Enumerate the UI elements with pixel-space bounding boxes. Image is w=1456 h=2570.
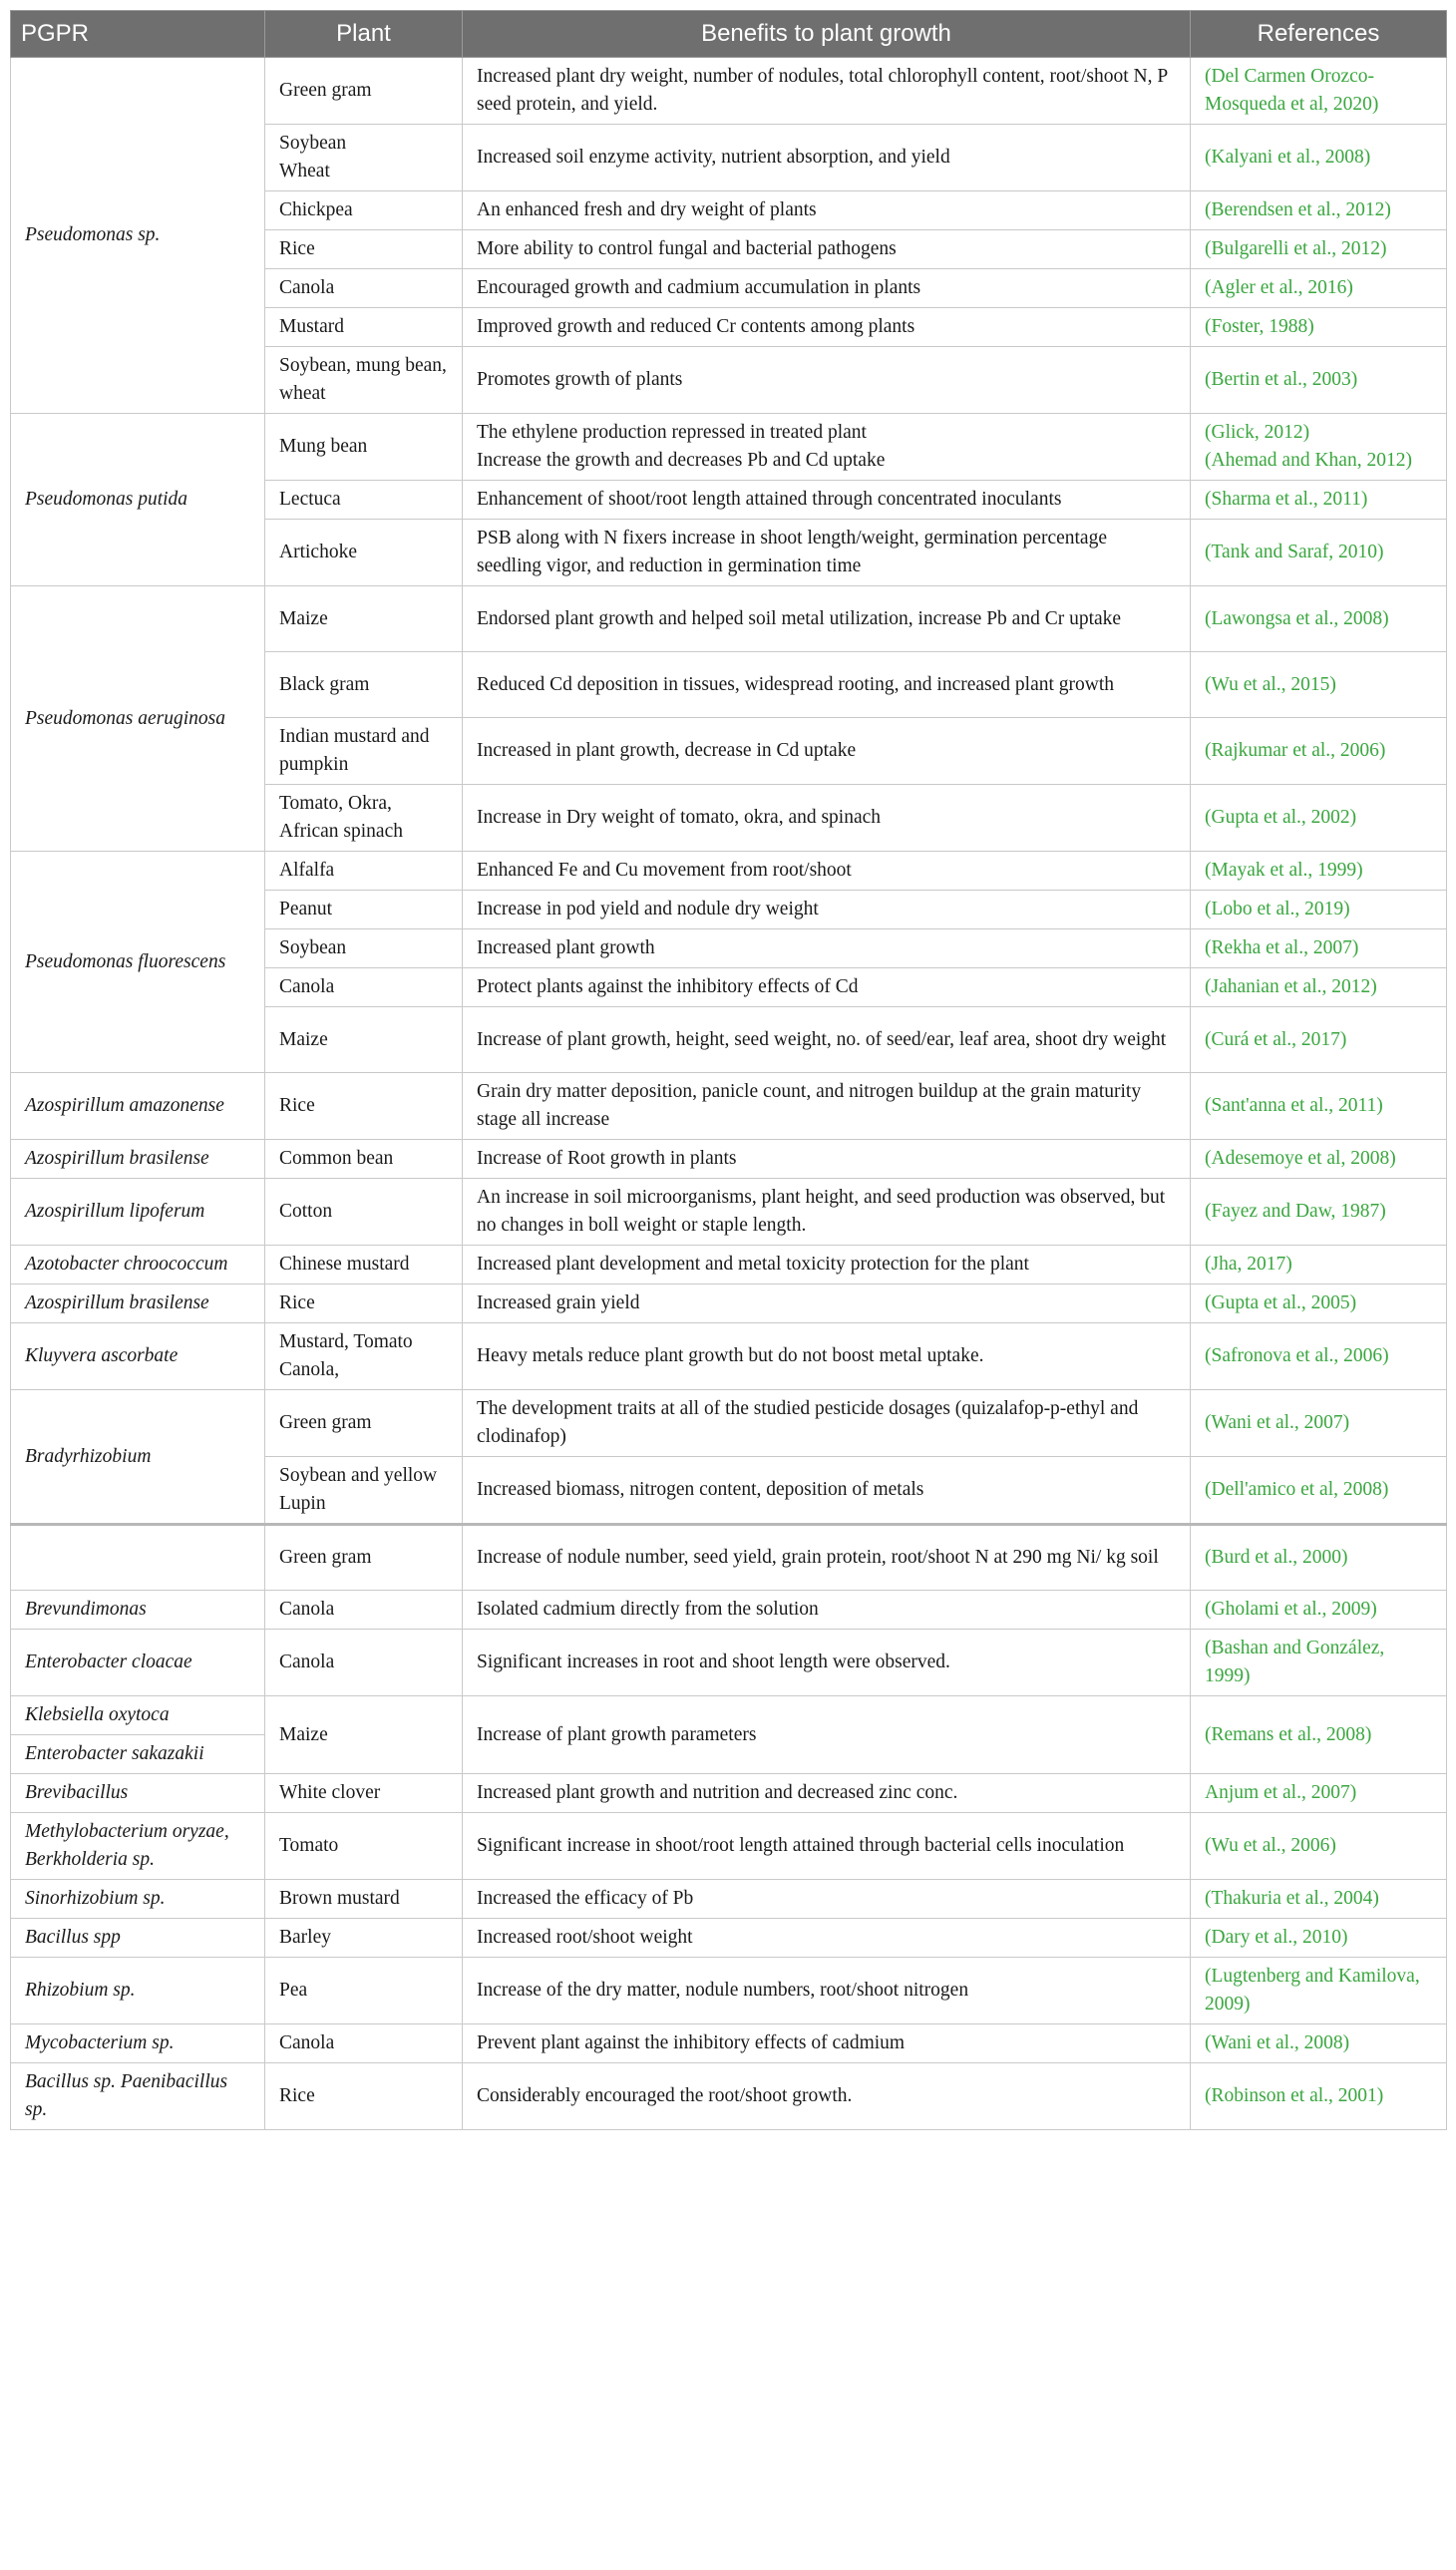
benefit-cell — [463, 520, 1191, 586]
header-references: References — [1191, 11, 1447, 58]
plant-cell — [265, 852, 463, 891]
plant-cell — [265, 652, 463, 718]
plant-cell — [265, 191, 463, 230]
benefit-cell-line: Encouraged growth and cadmium accumulation in plants — [477, 277, 921, 298]
table-row — [11, 1525, 1447, 1591]
plant-cell — [265, 1179, 463, 1246]
reference-cell-line: (Lobo et al., 2019) — [1205, 899, 1350, 919]
benefit-cell-line: Grain dry matter deposition, panicle count, and nitrogen buildup at the grain maturity stage all increase — [477, 1081, 1142, 1130]
pgpr-cell: Pseudomonas aeruginosa — [11, 586, 265, 852]
benefit-cell — [463, 1919, 1191, 1958]
reference-cell-line: (Agler et al., 2016) — [1205, 277, 1353, 298]
table-row — [11, 1285, 1447, 1323]
reference-cell-line: (Sharma et al., 2011) — [1205, 489, 1368, 510]
benefit-cell — [463, 1958, 1191, 2024]
reference-cell — [1191, 1140, 1447, 1179]
benefit-cell — [463, 891, 1191, 929]
reference-cell-line: (Remans et al., 2008) — [1205, 1723, 1372, 1745]
benefit-cell — [463, 718, 1191, 785]
benefit-cell — [463, 1880, 1191, 1919]
plant-cell-line: Cotton — [279, 1201, 333, 1222]
plant-cell-line: Soybean and yellow Lupin — [279, 1465, 438, 1514]
plant-cell-line: Wheat — [279, 161, 330, 182]
pgpr-cell: Rhizobium sp. — [11, 1958, 265, 2024]
plant-cell — [265, 414, 463, 481]
table-row — [11, 1813, 1447, 1880]
plant-cell-line: Pea — [279, 1980, 308, 2001]
benefit-cell — [463, 852, 1191, 891]
reference-cell — [1191, 1880, 1447, 1919]
plant-cell-line: Mustard, Tomato — [279, 1331, 413, 1352]
benefit-cell-line: Increase in Dry weight of tomato, okra, and spinach — [477, 807, 882, 828]
benefit-cell-line: Increased plant growth — [477, 937, 655, 958]
reference-cell — [1191, 191, 1447, 230]
benefit-cell — [463, 1630, 1191, 1696]
table-row — [11, 1774, 1447, 1813]
plant-cell-line: Rice — [279, 1095, 315, 1116]
reference-cell — [1191, 58, 1447, 125]
benefit-cell — [463, 308, 1191, 347]
plant-cell-line: Chinese mustard — [279, 1254, 410, 1275]
reference-cell — [1191, 1525, 1447, 1591]
plant-cell-line: Mung bean — [279, 436, 368, 457]
reference-cell-line: (Bulgarelli et al., 2012) — [1205, 238, 1387, 259]
plant-cell-line: Peanut — [279, 899, 333, 919]
benefit-cell — [463, 1696, 1191, 1774]
pgpr-cell: Kluyvera ascorbate — [11, 1323, 265, 1390]
pgpr-cell: Klebsiella oxytoca — [11, 1696, 265, 1735]
plant-cell — [265, 230, 463, 269]
benefit-cell-line: Increase of nodule number, seed yield, grain protein, root/shoot N at 290 mg Ni/ kg soil — [477, 1547, 1159, 1568]
benefit-cell — [463, 1246, 1191, 1285]
plant-cell — [265, 125, 463, 191]
plant-cell — [265, 1390, 463, 1457]
reference-cell-line: (Glick, 2012) — [1205, 422, 1310, 443]
reference-cell-line: (Foster, 1988) — [1205, 316, 1314, 337]
reference-cell-line: (Safronova et al., 2006) — [1205, 1345, 1389, 1366]
reference-cell — [1191, 2024, 1447, 2063]
benefit-cell-line: Increased plant dry weight, number of nodules, total chlorophyll content, root/shoot N, P seed protein, and yield. — [477, 66, 1168, 115]
reference-cell — [1191, 125, 1447, 191]
plant-cell-line: Indian mustard and pumpkin — [279, 726, 430, 775]
benefit-cell — [463, 785, 1191, 852]
plant-cell-line: Green gram — [279, 1547, 372, 1568]
reference-cell — [1191, 230, 1447, 269]
table-row — [11, 852, 1447, 891]
pgpr-cell: Pseudomonas fluorescens — [11, 852, 265, 1073]
benefit-cell-line: Improved growth and reduced Cr contents among plants — [477, 316, 915, 337]
reference-cell — [1191, 1285, 1447, 1323]
benefit-cell-line: Increased the efficacy of Pb — [477, 1888, 694, 1909]
benefit-cell — [463, 586, 1191, 652]
benefit-cell-line: Considerably encouraged the root/shoot growth. — [477, 2085, 853, 2106]
reference-cell-line: (Bashan and González, 1999) — [1205, 1638, 1385, 1686]
plant-cell-line: Alfalfa — [279, 860, 335, 881]
plant-cell — [265, 1630, 463, 1696]
reference-cell — [1191, 1246, 1447, 1285]
reference-cell-line: (Robinson et al., 2001) — [1205, 2085, 1384, 2106]
benefit-cell-line: Reduced Cd deposition in tissues, widespread rooting, and increased plant growth — [477, 673, 1115, 695]
table-row — [11, 414, 1447, 481]
plant-cell — [265, 891, 463, 929]
plant-cell — [265, 347, 463, 414]
reference-cell — [1191, 968, 1447, 1007]
reference-cell-line: (Mayak et al., 1999) — [1205, 860, 1363, 881]
table-row — [11, 1073, 1447, 1140]
benefit-cell — [463, 1591, 1191, 1630]
benefit-cell — [463, 1525, 1191, 1591]
header-benefits: Benefits to plant growth — [463, 11, 1191, 58]
plant-cell — [265, 968, 463, 1007]
reference-cell-line: (Rekha et al., 2007) — [1205, 937, 1359, 958]
benefit-cell — [463, 1073, 1191, 1140]
benefit-cell — [463, 125, 1191, 191]
plant-cell — [265, 1073, 463, 1140]
benefit-cell — [463, 1140, 1191, 1179]
reference-cell — [1191, 481, 1447, 520]
pgpr-cell: Brevibacillus — [11, 1774, 265, 1813]
pgpr-cell: Pseudomonas putida — [11, 414, 265, 586]
benefit-cell-line: Endorsed plant growth and helped soil metal utilization, increase Pb and Cr uptake — [477, 607, 1122, 629]
benefit-cell — [463, 968, 1191, 1007]
plant-cell — [265, 718, 463, 785]
plant-cell-line: White clover — [279, 1782, 381, 1803]
plant-cell-line: Soybean — [279, 133, 347, 154]
reference-cell — [1191, 1007, 1447, 1073]
benefit-cell — [463, 1813, 1191, 1880]
header-row — [11, 11, 1447, 58]
reference-cell-line: (Lugtenberg and Kamilova, 2009) — [1205, 1966, 1420, 2015]
plant-cell — [265, 929, 463, 968]
plant-cell — [265, 269, 463, 308]
reference-cell-line: (Fayez and Daw, 1987) — [1205, 1201, 1386, 1222]
benefit-cell-line: Increase of Root growth in plants — [477, 1148, 737, 1169]
benefit-cell — [463, 1390, 1191, 1457]
benefit-cell — [463, 652, 1191, 718]
pgpr-cell: Bacillus spp — [11, 1919, 265, 1958]
benefit-cell — [463, 1774, 1191, 1813]
benefit-cell-line: An increase in soil microorganisms, plant height, and seed production was observed, but no changes in boll weight or staple length. — [477, 1187, 1166, 1236]
reference-cell-line: (Berendsen et al., 2012) — [1205, 199, 1391, 220]
pgpr-cell: Azospirillum brasilense — [11, 1285, 265, 1323]
table-row — [11, 2063, 1447, 2130]
table-row — [11, 1919, 1447, 1958]
reference-cell-line: (Sant'anna et al., 2011) — [1205, 1095, 1383, 1116]
benefit-cell-line: An enhanced fresh and dry weight of plants — [477, 199, 817, 220]
benefit-cell-line: Heavy metals reduce plant growth but do not boost metal uptake. — [477, 1345, 984, 1366]
benefit-cell — [463, 2063, 1191, 2130]
benefit-cell — [463, 230, 1191, 269]
reference-cell — [1191, 414, 1447, 481]
reference-cell — [1191, 1073, 1447, 1140]
benefit-cell-line: Increased root/shoot weight — [477, 1927, 693, 1948]
reference-cell-line: (Wani et al., 2007) — [1205, 1412, 1350, 1433]
plant-cell — [265, 1958, 463, 2024]
plant-cell-line: Rice — [279, 238, 315, 259]
reference-cell — [1191, 1457, 1447, 1525]
plant-cell-line: Maize — [279, 1723, 328, 1745]
plant-cell — [265, 1246, 463, 1285]
plant-cell — [265, 2024, 463, 2063]
benefit-cell — [463, 1285, 1191, 1323]
plant-cell-line: Rice — [279, 2085, 315, 2106]
reference-cell-line: (Gupta et al., 2005) — [1205, 1292, 1357, 1313]
plant-cell-line: Canola — [279, 1652, 335, 1672]
pgpr-cell: Bradyrhizobium — [11, 1390, 265, 1525]
plant-cell-line: Artichoke — [279, 542, 357, 562]
reference-cell-line: (Lawongsa et al., 2008) — [1205, 607, 1389, 629]
reference-cell-line: (Kalyani et al., 2008) — [1205, 147, 1371, 168]
pgpr-cell: Mycobacterium sp. — [11, 2024, 265, 2063]
benefit-cell-line: The ethylene production repressed in treated plant — [477, 422, 867, 443]
plant-cell-line: Chickpea — [279, 199, 353, 220]
reference-cell-line: (Wu et al., 2006) — [1205, 1835, 1336, 1856]
plant-cell-line: Tomato — [279, 1835, 339, 1856]
plant-cell — [265, 1525, 463, 1591]
reference-cell — [1191, 1696, 1447, 1774]
pgpr-cell: Sinorhizobium sp. — [11, 1880, 265, 1919]
reference-cell — [1191, 520, 1447, 586]
plant-cell — [265, 58, 463, 125]
plant-cell-line: Maize — [279, 607, 328, 629]
reference-cell — [1191, 1813, 1447, 1880]
pgpr-cell: Bacillus sp. Paenibacillus sp. — [11, 2063, 265, 2130]
benefit-cell-line: Enhanced Fe and Cu movement from root/shoot — [477, 860, 852, 881]
benefit-cell-line: PSB along with N fixers increase in shoot length/weight, germination percentage seedling vigor, and reduction in germination time — [477, 528, 1107, 576]
plant-cell — [265, 2063, 463, 2130]
plant-cell-line: Lectuca — [279, 489, 341, 510]
benefit-cell-line: Promotes growth of plants — [477, 369, 683, 390]
table-row — [11, 1880, 1447, 1919]
benefit-cell — [463, 414, 1191, 481]
plant-cell — [265, 1007, 463, 1073]
pgpr-cell: Azotobacter chroococcum — [11, 1246, 265, 1285]
benefit-cell — [463, 1323, 1191, 1390]
table-row — [11, 1390, 1447, 1457]
table-container — [10, 10, 1446, 2130]
benefit-cell — [463, 269, 1191, 308]
reference-cell — [1191, 1179, 1447, 1246]
benefit-cell — [463, 481, 1191, 520]
table-row — [11, 1958, 1447, 2024]
pgpr-cell: Methylobacterium oryzae, Berkholderia sp. — [11, 1813, 265, 1880]
plant-cell-line: Tomato, Okra, African spinach — [279, 793, 403, 842]
plant-cell — [265, 1285, 463, 1323]
plant-cell — [265, 1323, 463, 1390]
benefit-cell-line: Increased grain yield — [477, 1292, 640, 1313]
plant-cell — [265, 1591, 463, 1630]
reference-cell — [1191, 347, 1447, 414]
reference-cell-line: (Bertin et al., 2003) — [1205, 369, 1358, 390]
reference-cell — [1191, 891, 1447, 929]
reference-cell-line: (Curá et al., 2017) — [1205, 1028, 1347, 1050]
reference-cell — [1191, 1591, 1447, 1630]
reference-cell — [1191, 1919, 1447, 1958]
reference-cell — [1191, 718, 1447, 785]
benefit-cell — [463, 191, 1191, 230]
table-row — [11, 1140, 1447, 1179]
reference-cell — [1191, 586, 1447, 652]
reference-cell-line: (Jha, 2017) — [1205, 1254, 1292, 1275]
table-row — [11, 1591, 1447, 1630]
benefit-cell — [463, 58, 1191, 125]
table-row — [11, 586, 1447, 652]
plant-cell-line: Brown mustard — [279, 1888, 400, 1909]
plant-cell-line: Canola, — [279, 1359, 340, 1380]
benefit-cell-line: Enhancement of shoot/root length attained through concentrated inoculants — [477, 489, 1062, 510]
reference-cell — [1191, 1958, 1447, 2024]
benefit-cell-line: Increase of the dry matter, nodule numbers, root/shoot nitrogen — [477, 1980, 969, 2001]
reference-cell — [1191, 308, 1447, 347]
benefit-cell-line: The development traits at all of the studied pesticide dosages (quizalafop-p-ethyl and clodinafop) — [477, 1398, 1139, 1447]
reference-cell-line: (Gholami et al., 2009) — [1205, 1599, 1377, 1620]
table-row — [11, 1630, 1447, 1696]
benefit-cell-line: More ability to control fungal and bacterial pathogens — [477, 238, 897, 259]
plant-cell-line: Common bean — [279, 1148, 394, 1169]
table-row — [11, 1696, 1447, 1735]
reference-cell — [1191, 929, 1447, 968]
table-row — [11, 2024, 1447, 2063]
plant-cell — [265, 1774, 463, 1813]
reference-cell — [1191, 652, 1447, 718]
reference-cell-line: (Tank and Saraf, 2010) — [1205, 542, 1384, 562]
table-row — [11, 1179, 1447, 1246]
plant-cell — [265, 1696, 463, 1774]
plant-cell — [265, 1457, 463, 1525]
benefit-cell-line: Increase of plant growth, height, seed weight, no. of seed/ear, leaf area, shoot dry weight — [477, 1028, 1167, 1050]
pgpr-table — [10, 10, 1447, 2130]
reference-cell — [1191, 1630, 1447, 1696]
pgpr-cell: Azospirillum lipoferum — [11, 1179, 265, 1246]
reference-cell-line: (Jahanian et al., 2012) — [1205, 976, 1377, 997]
plant-cell-line: Canola — [279, 2032, 335, 2053]
plant-cell-line: Canola — [279, 277, 335, 298]
benefit-cell-line: Isolated cadmium directly from the solution — [477, 1599, 819, 1620]
benefit-cell-line: Increased in plant growth, decrease in Cd uptake — [477, 740, 857, 761]
reference-cell-line: Anjum et al., 2007) — [1205, 1782, 1357, 1803]
plant-cell — [265, 785, 463, 852]
plant-cell — [265, 308, 463, 347]
pgpr-cell: Azospirillum brasilense — [11, 1140, 265, 1179]
benefit-cell-line: Increase the growth and decreases Pb and Cd uptake — [477, 450, 886, 471]
benefit-cell — [463, 1179, 1191, 1246]
pgpr-cell: Azospirillum amazonense — [11, 1073, 265, 1140]
plant-cell — [265, 481, 463, 520]
pgpr-cell — [11, 1525, 265, 1591]
header-plant: Plant — [265, 11, 463, 58]
reference-cell-line: (Wani et al., 2008) — [1205, 2032, 1350, 2053]
reference-cell — [1191, 852, 1447, 891]
benefit-cell-line: Increase in pod yield and nodule dry weight — [477, 899, 819, 919]
benefit-cell — [463, 1457, 1191, 1525]
plant-cell-line: Mustard — [279, 316, 344, 337]
reference-cell — [1191, 785, 1447, 852]
plant-cell — [265, 520, 463, 586]
pgpr-cell: Enterobacter sakazakii — [11, 1735, 265, 1774]
reference-cell-line: (Burd et al., 2000) — [1205, 1547, 1348, 1568]
reference-cell-line: (Adesemoye et al, 2008) — [1205, 1148, 1396, 1169]
reference-cell-line: (Thakuria et al., 2004) — [1205, 1888, 1379, 1909]
reference-cell-line: (Dell'amico et al, 2008) — [1205, 1479, 1389, 1500]
pgpr-cell: Pseudomonas sp. — [11, 58, 265, 414]
plant-cell — [265, 1919, 463, 1958]
reference-cell — [1191, 1774, 1447, 1813]
plant-cell — [265, 1140, 463, 1179]
benefit-cell-line: Increased soil enzyme activity, nutrient absorption, and yield — [477, 147, 950, 168]
plant-cell — [265, 1813, 463, 1880]
benefit-cell-line: Increased plant growth and nutrition and decreased zinc conc. — [477, 1782, 958, 1803]
benefit-cell — [463, 2024, 1191, 2063]
table-row — [11, 58, 1447, 125]
plant-cell-line: Soybean — [279, 937, 347, 958]
table-row — [11, 1323, 1447, 1390]
reference-cell-line: (Dary et al., 2010) — [1205, 1927, 1348, 1948]
reference-cell — [1191, 269, 1447, 308]
plant-cell-line: Soybean, mung bean, wheat — [279, 355, 447, 404]
table-body — [11, 58, 1447, 2130]
pgpr-cell: Brevundimonas — [11, 1591, 265, 1630]
reference-cell-line: (Wu et al., 2015) — [1205, 673, 1336, 695]
benefit-cell — [463, 347, 1191, 414]
benefit-cell-line: Prevent plant against the inhibitory effects of cadmium — [477, 2032, 906, 2053]
benefit-cell-line: Significant increase in shoot/root length attained through bacterial cells inoculation — [477, 1835, 1125, 1856]
reference-cell-line: (Gupta et al., 2002) — [1205, 807, 1357, 828]
pgpr-cell: Enterobacter cloacae — [11, 1630, 265, 1696]
benefit-cell — [463, 929, 1191, 968]
reference-cell — [1191, 1323, 1447, 1390]
reference-cell — [1191, 2063, 1447, 2130]
reference-cell-line: (Del Carmen Orozco-Mosqueda et al, 2020) — [1205, 66, 1379, 115]
plant-cell-line: Rice — [279, 1292, 315, 1313]
benefit-cell-line: Protect plants against the inhibitory effects of Cd — [477, 976, 859, 997]
benefit-cell-line: Increased plant development and metal toxicity protection for the plant — [477, 1254, 1029, 1275]
plant-cell-line: Canola — [279, 976, 335, 997]
benefit-cell-line: Increase of plant growth parameters — [477, 1723, 757, 1745]
plant-cell-line: Green gram — [279, 80, 372, 101]
plant-cell-line: Maize — [279, 1028, 328, 1050]
benefit-cell — [463, 1007, 1191, 1073]
plant-cell-line: Green gram — [279, 1412, 372, 1433]
benefit-cell-line: Significant increases in root and shoot length were observed. — [477, 1652, 950, 1672]
header-pgpr: PGPR — [11, 11, 265, 58]
plant-cell-line: Black gram — [279, 673, 370, 695]
benefit-cell-line: Increased biomass, nitrogen content, deposition of metals — [477, 1479, 924, 1500]
plant-cell-line: Barley — [279, 1927, 331, 1948]
plant-cell — [265, 1880, 463, 1919]
plant-cell — [265, 586, 463, 652]
reference-cell-line: (Rajkumar et al., 2006) — [1205, 740, 1386, 761]
reference-cell-line: (Ahemad and Khan, 2012) — [1205, 450, 1412, 471]
reference-cell — [1191, 1390, 1447, 1457]
table-row — [11, 1246, 1447, 1285]
plant-cell-line: Canola — [279, 1599, 335, 1620]
